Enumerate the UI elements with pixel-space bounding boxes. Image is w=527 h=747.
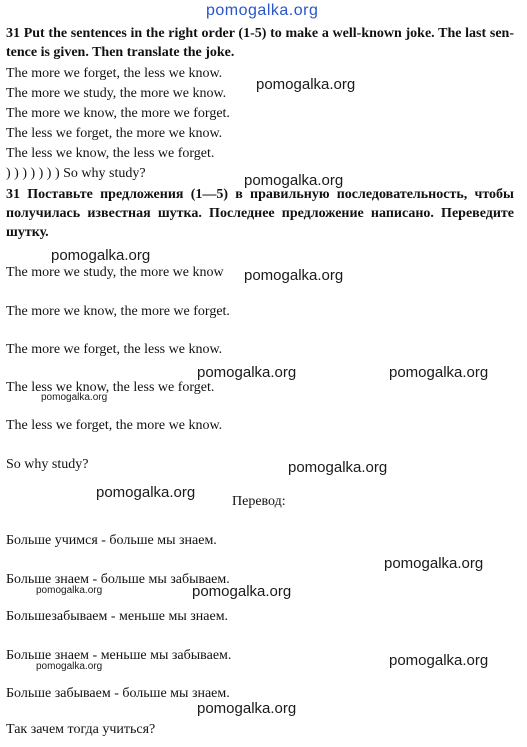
watermark: pomogalka.org [36, 585, 103, 596]
task-line-4: The less we forget, the more we know. [6, 126, 223, 141]
answer-line-6: So why study? [6, 457, 89, 472]
header-watermark: pomogalka.org [206, 2, 319, 19]
watermark: pomogalka.org [36, 661, 103, 672]
translation-line-3: Большезабываем - меньше мы знаем. [6, 609, 229, 624]
watermark: pomogalka.org [244, 267, 344, 284]
watermark: pomogalka.org [389, 652, 489, 669]
translation-line-4: Больше знаем - меньше мы забываем. [6, 648, 232, 663]
task-line-6: ) ) ) ) ) ) ) So why study? [6, 166, 146, 181]
answer-line-1: The more we study, the more we know [6, 265, 224, 280]
watermark: pomogalka.org [192, 583, 292, 600]
translation-line-6: Так зачем тогда учиться? [6, 722, 156, 737]
answer-line-5: The less we forget, the more we know. [6, 418, 223, 433]
answer-line-2: The more we know, the more we forget. [6, 304, 230, 319]
watermark: pomogalka.org [96, 484, 196, 501]
watermark: pomogalka.org [288, 459, 388, 476]
translation-line-2: Больше знаем - больше мы забываем. [6, 572, 230, 587]
watermark: pomogalka.org [389, 364, 489, 381]
task-line-1: The more we forget, the less we know. [6, 66, 223, 81]
answer-line-4: The less we know, the less we forget. [6, 380, 215, 395]
watermark: pomogalka.org [244, 172, 344, 189]
watermark: pomogalka.org [41, 392, 108, 403]
task-heading-en: 31 Put the sentences in the right order (1-5) to make a well-known joke. The last sen-tence is given. Then translate the joke. [6, 26, 514, 60]
task-line-2: The more we study, the more we know. [6, 86, 227, 101]
answer-line-3: The more we forget, the less we know. [6, 342, 223, 357]
translation-label: Перевод: [232, 494, 286, 509]
translation-line-5: Больше забываем - больше мы знаем. [6, 686, 230, 701]
watermark: pomogalka.org [197, 700, 297, 717]
translation-line-1: Больше учимся - больше мы знаем. [6, 533, 217, 548]
watermark: pomogalka.org [384, 555, 484, 572]
watermark: pomogalka.org [51, 247, 151, 264]
task-line-5: The less we know, the less we forget. [6, 146, 215, 161]
task-line-3: The more we know, the more we forget. [6, 106, 230, 121]
watermark: pomogalka.org [256, 76, 356, 93]
task-heading-ru: 31 Поставьте предложения (1—5) в правильную последовательность, чтобы получилась известная шутка. Последнее предложение написано. Переведите шутку. [6, 187, 514, 240]
watermark: pomogalka.org [197, 364, 297, 381]
